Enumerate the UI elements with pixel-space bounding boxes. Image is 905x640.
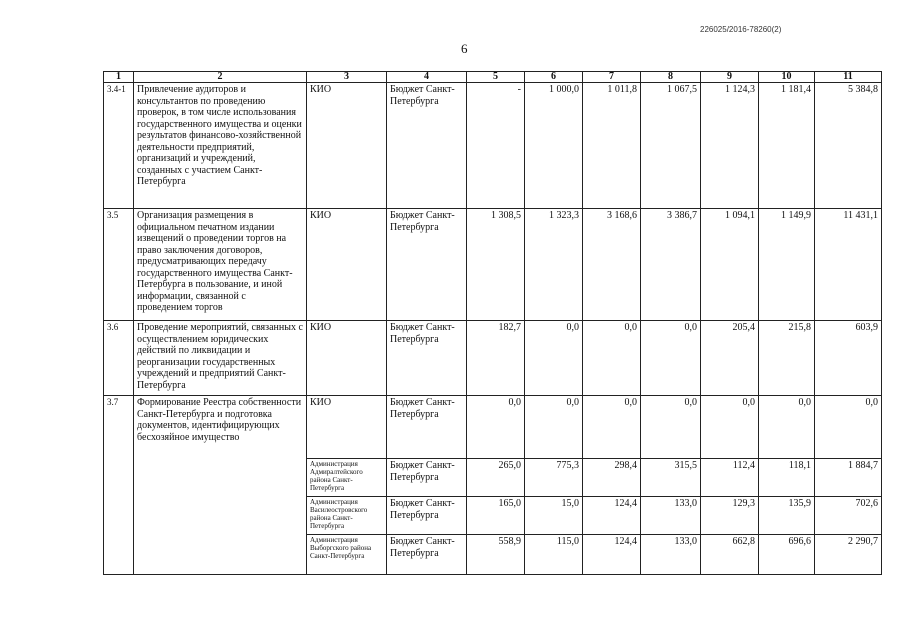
value-cell: 115,0 xyxy=(525,535,583,575)
value-cell: 1 181,4 xyxy=(759,83,815,209)
value-cell: 124,4 xyxy=(583,535,641,575)
activity-name: Формирование Реестра собственности Санкт-Петербурга и подготовка документов, идентифицирующих бесхозяйное имущество xyxy=(134,396,307,575)
value-cell: 0,0 xyxy=(467,396,525,459)
value-cell: 1 308,5 xyxy=(467,209,525,321)
value-cell: 112,4 xyxy=(701,459,759,497)
funding-source: Бюджет Санкт-Петербурга xyxy=(387,497,467,535)
value-cell: 265,0 xyxy=(467,459,525,497)
value-cell: 133,0 xyxy=(641,535,701,575)
value-cell: 1 884,7 xyxy=(815,459,882,497)
column-header: 6 xyxy=(525,72,583,83)
column-header: 2 xyxy=(134,72,307,83)
value-cell: 1 124,3 xyxy=(701,83,759,209)
executor: КИО xyxy=(307,396,387,459)
value-cell: 129,3 xyxy=(701,497,759,535)
value-cell: 15,0 xyxy=(525,497,583,535)
value-cell: 558,9 xyxy=(467,535,525,575)
value-cell: 1 067,5 xyxy=(641,83,701,209)
value-cell: 0,0 xyxy=(525,396,583,459)
value-cell: 315,5 xyxy=(641,459,701,497)
row-number: 3.6 xyxy=(104,321,134,396)
column-header: 4 xyxy=(387,72,467,83)
value-cell: 0,0 xyxy=(583,396,641,459)
budget-table xyxy=(103,71,882,575)
value-cell: 0,0 xyxy=(641,321,701,396)
value-cell: 696,6 xyxy=(759,535,815,575)
value-cell: 1 094,1 xyxy=(701,209,759,321)
executor: Администрация Василеостровского района Санкт-Петербурга xyxy=(307,497,387,535)
column-header: 3 xyxy=(307,72,387,83)
funding-source: Бюджет Санкт-Петербурга xyxy=(387,83,467,209)
value-cell: - xyxy=(467,83,525,209)
funding-source: Бюджет Санкт-Петербурга xyxy=(387,459,467,497)
activity-name: Привлечение аудиторов и консультантов по проведению проверок, в том числе использования государственного имущества и оценки результатов финансово-хозяйственной деятельности предприятий, организаций и учреждений, созданных с участием Санкт-Петербурга xyxy=(134,83,307,209)
executor: Администрация Выборгского района Санкт-Петербурга xyxy=(307,535,387,575)
funding-source: Бюджет Санкт-Петербурга xyxy=(387,396,467,459)
value-cell: 5 384,8 xyxy=(815,83,882,209)
table-row xyxy=(104,83,882,209)
value-cell: 135,9 xyxy=(759,497,815,535)
column-header: 10 xyxy=(759,72,815,83)
column-header: 9 xyxy=(701,72,759,83)
page-number: 6 xyxy=(461,41,468,56)
column-header: 11 xyxy=(815,72,882,83)
value-cell: 0,0 xyxy=(759,396,815,459)
row-number: 3.4-1 xyxy=(104,83,134,209)
document-number: 226025/2016-78260(2) xyxy=(700,25,782,34)
table-header-row xyxy=(104,72,882,83)
value-cell: 133,0 xyxy=(641,497,701,535)
column-header: 1 xyxy=(104,72,134,83)
executor: КИО xyxy=(307,321,387,396)
value-cell: 0,0 xyxy=(525,321,583,396)
value-cell: 3 168,6 xyxy=(583,209,641,321)
funding-source: Бюджет Санкт-Петербурга xyxy=(387,209,467,321)
row-number: 3.5 xyxy=(104,209,134,321)
funding-source: Бюджет Санкт-Петербурга xyxy=(387,321,467,396)
activity-name: Проведение мероприятий, связанных с осуществлением юридических действий по ликвидации и реорганизации государственных учреждений и предприятий Санкт-Петербурга xyxy=(134,321,307,396)
value-cell: 165,0 xyxy=(467,497,525,535)
table-row xyxy=(104,209,882,321)
executor: КИО xyxy=(307,83,387,209)
value-cell: 702,6 xyxy=(815,497,882,535)
value-cell: 205,4 xyxy=(701,321,759,396)
funding-source: Бюджет Санкт-Петербурга xyxy=(387,535,467,575)
value-cell: 0,0 xyxy=(701,396,759,459)
executor: КИО xyxy=(307,209,387,321)
value-cell: 0,0 xyxy=(641,396,701,459)
activity-name: Организация размещения в официальном печатном издании извещений о проведении торгов на право заключения договоров, предусматривающих передачу государственного имущества Санкт-Петербурга в пользование, и иной информации, связанной с проведением торгов xyxy=(134,209,307,321)
value-cell: 3 386,7 xyxy=(641,209,701,321)
value-cell: 1 000,0 xyxy=(525,83,583,209)
executor: Администрация Адмиралтейского района Санкт-Петербурга xyxy=(307,459,387,497)
row-number: 3.7 xyxy=(104,396,134,575)
value-cell: 182,7 xyxy=(467,321,525,396)
column-header: 5 xyxy=(467,72,525,83)
value-cell: 118,1 xyxy=(759,459,815,497)
value-cell: 1 323,3 xyxy=(525,209,583,321)
value-cell: 603,9 xyxy=(815,321,882,396)
value-cell: 11 431,1 xyxy=(815,209,882,321)
value-cell: 1 149,9 xyxy=(759,209,815,321)
column-header: 8 xyxy=(641,72,701,83)
value-cell: 2 290,7 xyxy=(815,535,882,575)
value-cell: 124,4 xyxy=(583,497,641,535)
value-cell: 775,3 xyxy=(525,459,583,497)
value-cell: 298,4 xyxy=(583,459,641,497)
column-header: 7 xyxy=(583,72,641,83)
table-row xyxy=(104,321,882,396)
value-cell: 215,8 xyxy=(759,321,815,396)
value-cell: 0,0 xyxy=(583,321,641,396)
value-cell: 0,0 xyxy=(815,396,882,459)
value-cell: 1 011,8 xyxy=(583,83,641,209)
value-cell: 662,8 xyxy=(701,535,759,575)
table-row xyxy=(104,396,882,459)
